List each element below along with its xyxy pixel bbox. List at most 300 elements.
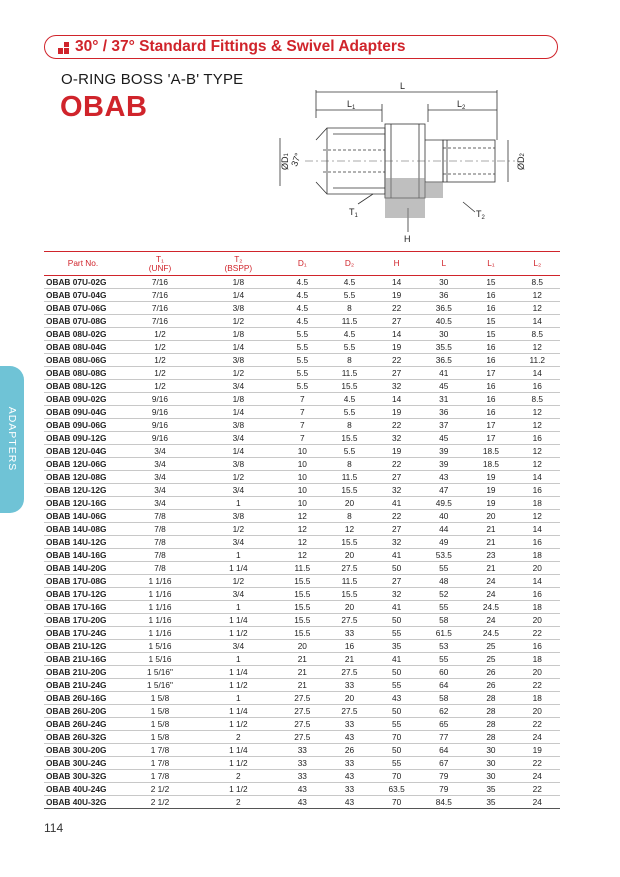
table-cell: 55 (373, 679, 420, 692)
table-row (44, 549, 560, 562)
table-cell: 1 1/4 (198, 562, 279, 575)
table-cell: 79 (420, 783, 467, 796)
angle-label: 37° (289, 151, 304, 168)
table-cell: 7/8 (122, 523, 198, 536)
table-cell: 12 (515, 302, 560, 315)
part-number-cell: OBAB 09U-12G (44, 432, 122, 445)
table-cell: 11.5 (326, 367, 373, 380)
table-cell: 60 (420, 666, 467, 679)
table-cell: 27 (373, 471, 420, 484)
fitting-diagram (265, 78, 525, 246)
column-header: L₂ (515, 252, 560, 276)
table-cell: 45 (420, 432, 467, 445)
table-cell: 12 (515, 458, 560, 471)
table-row (44, 640, 560, 653)
table-cell: 15 (467, 315, 514, 328)
table-cell: 53 (420, 640, 467, 653)
table-cell: 4.5 (279, 276, 326, 289)
table-cell: 1 5/16" (122, 666, 198, 679)
table-cell: 1 1/16 (122, 575, 198, 588)
table-row (44, 328, 560, 341)
table-cell: 21 (326, 653, 373, 666)
part-number-cell: OBAB 30U-24G (44, 757, 122, 770)
part-number-cell: OBAB 14U-16G (44, 549, 122, 562)
table-cell: 17 (467, 419, 514, 432)
table-cell: 16 (515, 380, 560, 393)
table-cell: 1/2 (122, 367, 198, 380)
table-cell: 3/8 (198, 354, 279, 367)
table-cell: 14 (373, 276, 420, 289)
part-number-cell: OBAB 40U-32G (44, 796, 122, 809)
table-cell: 1 1/2 (198, 718, 279, 731)
table-cell: 11.5 (279, 562, 326, 575)
table-cell: 10 (279, 445, 326, 458)
table-cell: 2 (198, 796, 279, 809)
part-number-cell: OBAB 09U-04G (44, 406, 122, 419)
table-cell: 5.5 (326, 406, 373, 419)
table-cell: 2 1/2 (122, 783, 198, 796)
table-cell: 4.5 (326, 393, 373, 406)
table-cell: 14 (515, 315, 560, 328)
table-cell: 1 5/8 (122, 692, 198, 705)
table-cell: 5.5 (279, 367, 326, 380)
table-row (44, 497, 560, 510)
table-cell: 28 (467, 718, 514, 731)
table-cell: 39 (420, 445, 467, 458)
table-cell: 22 (373, 419, 420, 432)
table-cell: 33 (326, 783, 373, 796)
table-cell: 20 (326, 692, 373, 705)
table-cell: 14 (373, 328, 420, 341)
table-cell: 43 (326, 796, 373, 809)
table-cell: 12 (279, 549, 326, 562)
table-cell: 19 (467, 484, 514, 497)
dim-label-H: H (404, 234, 411, 244)
table-cell: 1 5/8 (122, 705, 198, 718)
page-number: 114 (44, 821, 64, 835)
table-cell: 19 (373, 406, 420, 419)
table-cell: 1/2 (122, 341, 198, 354)
table-cell: 27 (373, 315, 420, 328)
table-cell: 8 (326, 302, 373, 315)
table-cell: 20 (515, 666, 560, 679)
table-cell: 41 (373, 549, 420, 562)
part-number-cell: OBAB 30U-20G (44, 744, 122, 757)
table-cell: 1 (198, 549, 279, 562)
table-cell: 44 (420, 523, 467, 536)
table-row (44, 601, 560, 614)
column-header: Part No. (44, 252, 122, 276)
table-cell: 21 (279, 666, 326, 679)
table-cell: 30 (467, 770, 514, 783)
table-cell: 7/8 (122, 549, 198, 562)
table-cell: 5.5 (279, 354, 326, 367)
table-body (44, 276, 560, 809)
svg-text:ØD2: ØD2 (516, 153, 526, 170)
table-cell: 12 (515, 419, 560, 432)
table-cell: 3/4 (198, 380, 279, 393)
table-cell: 9/16 (122, 393, 198, 406)
table-cell: 61.5 (420, 627, 467, 640)
section-title: 30° / 37° Standard Fittings & Swivel Adapters (75, 38, 406, 55)
table-cell: 19 (373, 289, 420, 302)
table-row (44, 419, 560, 432)
part-number-cell: OBAB 21U-12G (44, 640, 122, 653)
table-cell: 7/16 (122, 289, 198, 302)
table-cell: 22 (373, 458, 420, 471)
table-cell: 1 7/8 (122, 757, 198, 770)
table-cell: 11.5 (326, 575, 373, 588)
part-number-cell: OBAB 14U-06G (44, 510, 122, 523)
table-cell: 1 1/4 (198, 666, 279, 679)
table-cell: 55 (420, 653, 467, 666)
table-cell: 3/4 (122, 497, 198, 510)
table-row (44, 562, 560, 575)
table-cell: 35 (373, 640, 420, 653)
part-number-cell: OBAB 17U-16G (44, 601, 122, 614)
table-cell: 4.5 (326, 276, 373, 289)
svg-text:T1: $T_1$ (349, 207, 358, 219)
table-cell: 15.5 (279, 601, 326, 614)
table-cell: 1/2 (198, 367, 279, 380)
part-number-cell: OBAB 14U-08G (44, 523, 122, 536)
table-cell: 32 (373, 432, 420, 445)
table-row (44, 510, 560, 523)
table-cell: 21 (467, 536, 514, 549)
table-cell: 20 (326, 549, 373, 562)
table-cell: 1 5/16 (122, 640, 198, 653)
table-cell: 14 (373, 393, 420, 406)
table-row (44, 432, 560, 445)
column-header: T₂ (BSPP) (198, 252, 279, 276)
table-cell: 8 (326, 419, 373, 432)
table-cell: 39 (420, 458, 467, 471)
table-cell: 22 (515, 627, 560, 640)
table-row (44, 354, 560, 367)
table-row (44, 471, 560, 484)
table-cell: 17 (467, 367, 514, 380)
table-cell: 3/4 (122, 458, 198, 471)
table-cell: 1 1/4 (198, 614, 279, 627)
table-cell: 1/2 (122, 354, 198, 367)
table-cell: 7/16 (122, 276, 198, 289)
table-row (44, 770, 560, 783)
table-cell: 16 (515, 588, 560, 601)
part-number-cell: OBAB 30U-32G (44, 770, 122, 783)
table-cell: 58 (420, 692, 467, 705)
table-cell: 3/4 (198, 536, 279, 549)
table-cell: 31 (420, 393, 467, 406)
table-cell: 70 (373, 731, 420, 744)
part-number-cell: OBAB 12U-04G (44, 445, 122, 458)
table-cell: 20 (326, 601, 373, 614)
table-cell: 41 (373, 601, 420, 614)
table-row (44, 523, 560, 536)
table-cell: 28 (467, 705, 514, 718)
table-cell: 25 (467, 640, 514, 653)
table-cell: 20 (515, 614, 560, 627)
table-cell: 1/2 (198, 575, 279, 588)
table-cell: 55 (373, 627, 420, 640)
table-cell: 1 1/16 (122, 601, 198, 614)
table-cell: 1 1/2 (198, 627, 279, 640)
table-cell: 22 (515, 679, 560, 692)
part-number-cell: OBAB 12U-06G (44, 458, 122, 471)
part-number-cell: OBAB 09U-02G (44, 393, 122, 406)
table-cell: 27.5 (326, 562, 373, 575)
table-row (44, 289, 560, 302)
table-cell: 33 (326, 627, 373, 640)
part-number-cell: OBAB 08U-08G (44, 367, 122, 380)
table-cell: 84.5 (420, 796, 467, 809)
part-number-cell: OBAB 12U-16G (44, 497, 122, 510)
column-header: L₁ (467, 252, 514, 276)
table-cell: 55 (373, 757, 420, 770)
table-cell: 1/8 (198, 393, 279, 406)
table-cell: 33 (326, 718, 373, 731)
table-cell: 1/4 (198, 289, 279, 302)
table-cell: 2 (198, 731, 279, 744)
table-cell: 33 (279, 744, 326, 757)
table-cell: 3/4 (122, 484, 198, 497)
table-row (44, 276, 560, 289)
table-cell: 7/8 (122, 510, 198, 523)
table-cell: 1 (198, 653, 279, 666)
table-cell: 55 (373, 718, 420, 731)
table-cell: 36.5 (420, 302, 467, 315)
table-cell: 40.5 (420, 315, 467, 328)
table-cell: 53.5 (420, 549, 467, 562)
table-cell: 64 (420, 679, 467, 692)
part-number-cell: OBAB 26U-32G (44, 731, 122, 744)
table-row (44, 614, 560, 627)
table-cell: 3/8 (198, 302, 279, 315)
table-cell: 22 (373, 510, 420, 523)
table-cell: 1 1/16 (122, 588, 198, 601)
table-cell: 19 (467, 497, 514, 510)
table-cell: 28 (467, 692, 514, 705)
table-cell: 18 (515, 601, 560, 614)
table-cell: 1 5/8 (122, 731, 198, 744)
table-row (44, 588, 560, 601)
table-cell: 22 (515, 757, 560, 770)
table-cell: 24 (515, 731, 560, 744)
table-cell: 7 (279, 406, 326, 419)
table-cell: 7/16 (122, 315, 198, 328)
table-cell: 5.5 (326, 445, 373, 458)
table-cell: 16 (515, 432, 560, 445)
table-cell: 18 (515, 653, 560, 666)
table-cell: 25 (467, 653, 514, 666)
part-number-cell: OBAB 08U-02G (44, 328, 122, 341)
table-cell: 30 (467, 744, 514, 757)
table-cell: 67 (420, 757, 467, 770)
table-cell: 19 (373, 445, 420, 458)
table-cell: 12 (279, 536, 326, 549)
table-cell: 52 (420, 588, 467, 601)
table-cell: 3/4 (122, 471, 198, 484)
table-cell: 21 (467, 562, 514, 575)
table-cell: 18.5 (467, 458, 514, 471)
table-cell: 22 (373, 302, 420, 315)
table-cell: 16 (467, 302, 514, 315)
table-cell: 15.5 (326, 432, 373, 445)
table-cell: 5.5 (326, 289, 373, 302)
table-cell: 19 (515, 744, 560, 757)
part-number-cell: OBAB 14U-12G (44, 536, 122, 549)
table-row (44, 692, 560, 705)
table-cell: 11.5 (326, 315, 373, 328)
part-number-cell: OBAB 17U-08G (44, 575, 122, 588)
table-cell: 22 (515, 783, 560, 796)
table-cell: 16 (467, 380, 514, 393)
table-cell: 26 (326, 744, 373, 757)
table-cell: 5.5 (279, 341, 326, 354)
table-cell: 17 (467, 432, 514, 445)
table-row (44, 575, 560, 588)
table-cell: 28 (467, 731, 514, 744)
table-cell: 27 (373, 523, 420, 536)
table-cell: 20 (279, 640, 326, 653)
table-cell: 36 (420, 289, 467, 302)
table-row (44, 341, 560, 354)
table-cell: 11.2 (515, 354, 560, 367)
table-cell: 70 (373, 796, 420, 809)
table-cell: 1/4 (198, 445, 279, 458)
table-cell: 49 (420, 536, 467, 549)
part-number-cell: OBAB 09U-06G (44, 419, 122, 432)
table-cell: 1/2 (198, 471, 279, 484)
table-cell: 33 (279, 770, 326, 783)
svg-text:L1: $L_1$ (347, 99, 356, 111)
table-cell: 20 (467, 510, 514, 523)
table-cell: 16 (515, 536, 560, 549)
table-cell: 7/8 (122, 536, 198, 549)
table-cell: 3/8 (198, 419, 279, 432)
table-cell: 23 (467, 549, 514, 562)
table-cell: 10 (279, 458, 326, 471)
table-cell: 18 (515, 497, 560, 510)
table-row (44, 757, 560, 770)
table-row (44, 705, 560, 718)
table-cell: 30 (467, 757, 514, 770)
table-cell: 15.5 (279, 627, 326, 640)
table-cell: 35 (467, 783, 514, 796)
table-row (44, 796, 560, 809)
table-cell: 15 (467, 328, 514, 341)
table-cell: 3/8 (198, 510, 279, 523)
table-cell: 48 (420, 575, 467, 588)
part-number-cell: OBAB 08U-04G (44, 341, 122, 354)
table-cell: 2 (198, 770, 279, 783)
table-cell: 9/16 (122, 406, 198, 419)
table-cell: 3/4 (198, 432, 279, 445)
table-cell: 2 1/2 (122, 796, 198, 809)
table-row (44, 653, 560, 666)
part-number-cell: OBAB 14U-20G (44, 562, 122, 575)
table-cell: 16 (515, 484, 560, 497)
table-cell: 24 (515, 796, 560, 809)
table-cell: 62 (420, 705, 467, 718)
table-row (44, 380, 560, 393)
svg-text:ØD1: ØD1 (280, 153, 290, 170)
table-cell: 1/4 (198, 406, 279, 419)
table-cell: 8 (326, 458, 373, 471)
table-cell: 24 (467, 575, 514, 588)
table-cell: 15.5 (279, 588, 326, 601)
table-cell: 21 (279, 679, 326, 692)
table-cell: 26 (467, 679, 514, 692)
table-cell: 5.5 (279, 328, 326, 341)
table-cell: 1 1/2 (198, 757, 279, 770)
table-cell: 43 (420, 471, 467, 484)
table-cell: 14 (515, 523, 560, 536)
dim-label-L: L (400, 81, 406, 91)
table-cell: 16 (467, 406, 514, 419)
table-row (44, 302, 560, 315)
table-cell: 30 (420, 328, 467, 341)
table-cell: 10 (279, 471, 326, 484)
table-cell: 1 5/16" (122, 679, 198, 692)
table-cell: 64 (420, 744, 467, 757)
table-cell: 12 (279, 523, 326, 536)
table-cell: 27.5 (279, 692, 326, 705)
table-cell: 14 (515, 575, 560, 588)
table-cell: 43 (279, 783, 326, 796)
table-cell: 12 (279, 510, 326, 523)
table-cell: 1/8 (198, 276, 279, 289)
table-cell: 27.5 (279, 705, 326, 718)
table-cell: 1 5/8 (122, 718, 198, 731)
table-cell: 45 (420, 380, 467, 393)
table-cell: 24 (467, 614, 514, 627)
table-cell: 36 (420, 406, 467, 419)
part-number-cell: OBAB 26U-16G (44, 692, 122, 705)
table-cell: 4.5 (279, 289, 326, 302)
table-cell: 24 (515, 770, 560, 783)
table-row (44, 458, 560, 471)
table-cell: 1 1/16 (122, 614, 198, 627)
section-header (44, 35, 558, 59)
table-cell: 15 (467, 276, 514, 289)
table-cell: 63.5 (373, 783, 420, 796)
table-cell: 37 (420, 419, 467, 432)
table-cell: 55 (420, 562, 467, 575)
column-header: D₁ (279, 252, 326, 276)
table-cell: 27.5 (326, 705, 373, 718)
table-cell: 24.5 (467, 601, 514, 614)
table-cell: 16 (467, 393, 514, 406)
table-cell: 14 (515, 471, 560, 484)
part-number-cell: OBAB 26U-24G (44, 718, 122, 731)
table-row (44, 666, 560, 679)
table-cell: 15.5 (326, 380, 373, 393)
table-cell: 20 (515, 562, 560, 575)
table-row (44, 445, 560, 458)
table-cell: 24 (467, 588, 514, 601)
table-row (44, 783, 560, 796)
table-cell: 11.5 (326, 471, 373, 484)
table-cell: 27.5 (279, 731, 326, 744)
table-cell: 43 (373, 692, 420, 705)
table-cell: 19 (467, 471, 514, 484)
table-cell: 15.5 (279, 614, 326, 627)
table-cell: 7/8 (122, 562, 198, 575)
table-cell: 12 (515, 289, 560, 302)
table-row (44, 406, 560, 419)
table-cell: 12 (515, 341, 560, 354)
adapters-side-tab[interactable] (0, 366, 24, 513)
